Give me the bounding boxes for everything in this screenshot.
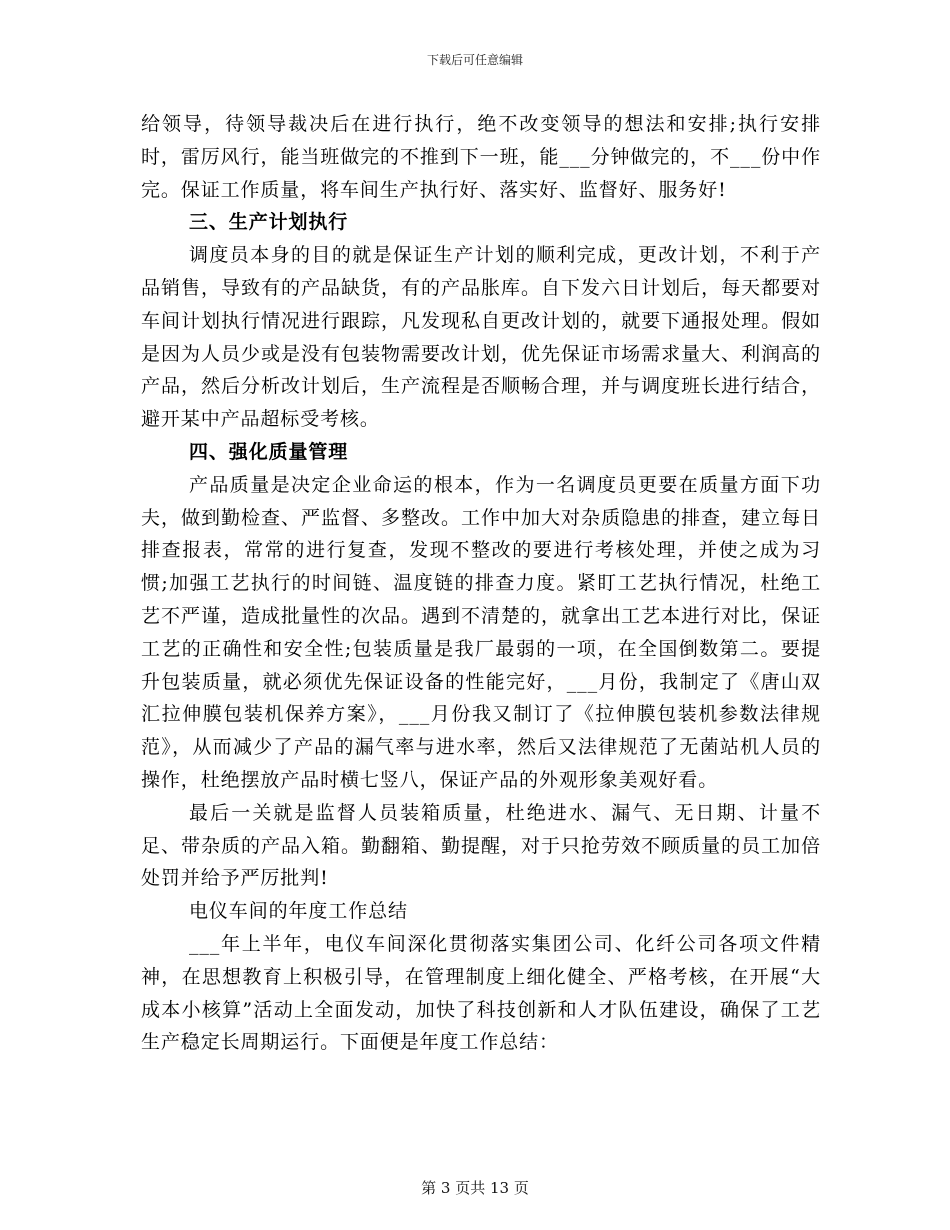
paragraph-packing-supervision: 最后一关就是监督人员装箱质量，杜绝进水、漏气、无日期、计量不足、带杂质的产品入箱。勤翻箱、勤提醒，对于只抢劳效不顾质量的员工加倍处罚并给予严厉批判! [141,801,821,890]
document-title-line: 电仪车间的年度工作总结 [189,900,408,923]
document-body [141,108,821,1059]
paragraph-annual-summary-intro: ___年上半年，电仪车间深化贯彻落实集团公司、化纤公司各项文件精神，在思想教育上积极引导，在管理制度上细化健全、严格考核，在开展“大成本小核算”活动上全面发动，加快了科技创新和人才队伍建设，确保了工艺生产稳定长周期运行。下面便是年度工作总结： [141,932,821,1054]
section-heading-quality-management: 四、强化质量管理 [189,440,349,463]
page-header-note: 下载后可任意编辑 [426,53,523,67]
paragraph-leadership-execution: 给领导，待领导裁决后在进行执行，绝不改变领导的想法和安排;执行安排时，雷厉风行，能当班做完的不推到下一班，能___分钟做完的，不___份中作完。保证工作质量，将车间生产执行好、落实好、监督好、服务好! [141,113,821,201]
page-number-indicator: 第 3 页共 13 页 [421,1179,529,1197]
paragraph-quality-management: 产品质量是决定企业命运的根本，作为一名调度员更要在质量方面下功夫，做到勤检查、严监督、多整改。工作中加大对杂质隐患的排查，建立每日排查报表，常常的进行复查，发现不整改的要进行考核处理，并使之成为习惯;加强工艺执行的时间链、温度链的排查力度。紧盯工艺执行情况，杜绝工艺不严谨，造成批量性的次品。遇到不清楚的，就拿出工艺本进行对比，保证工艺的正确性和安全性;包装质量是我厂最弱的一项，在全国倒数第二。要提升包装质量，就必须优先保证设备的性能完好，___月份，我制定了《唐山双汇拉伸膜包装机保养方案》，___月份我又制订了《拉伸膜包装机参数法律规范》，从而减少了产品的漏气率与进水率，然后又法律规范了无菌站机人员的操作，杜绝摆放产品时横七竖八，保证产品的外观形象美观好看。 [141,473,821,791]
paragraph-production-plan: 调度员本身的目的就是保证生产计划的顺利完成，更改计划，不利于产品销售，导致有的产品缺货，有的产品胀库。自下发六日计划后，每天都要对车间计划执行情况进行跟踪，凡发现私自更改计划的，就要下通报处理。假如是因为人员少或是没有包装物需要改计划，优先保证市场需求量大、利润高的产品，然后分析改计划后，生产流程是否顺畅合理，并与调度班长进行结合，避开某中产品超标受考核。 [141,244,821,431]
section-heading-production-plan: 三、生产计划执行 [189,211,349,234]
